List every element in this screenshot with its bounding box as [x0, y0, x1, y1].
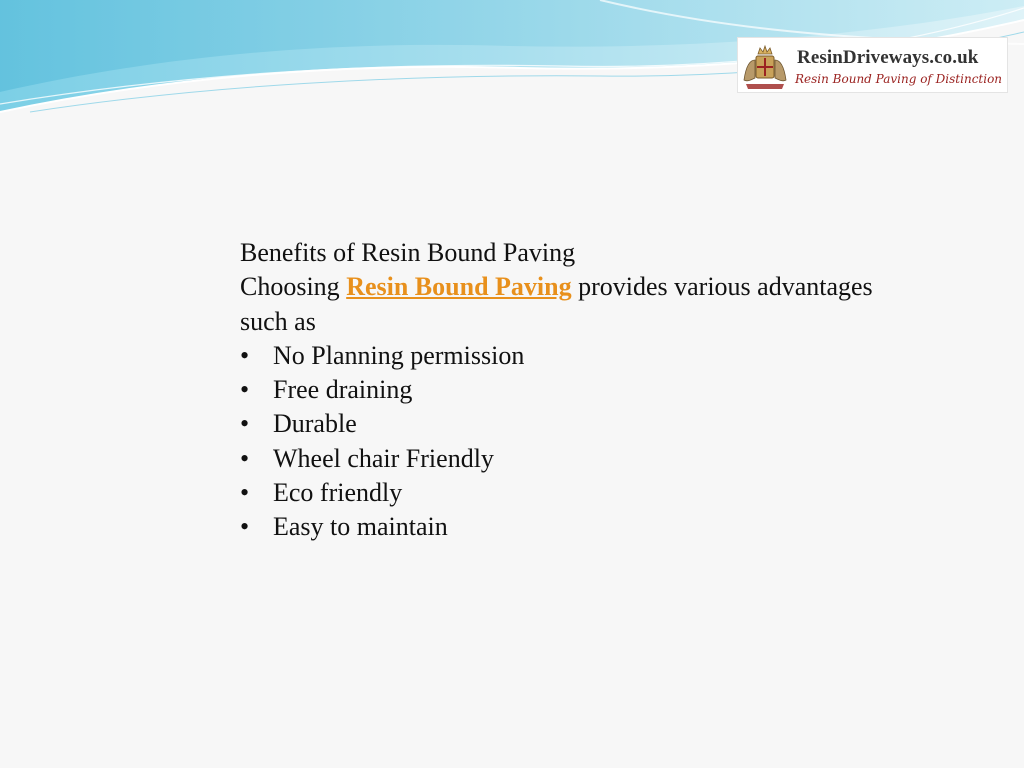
logo-tagline: Resin Bound Paving of Distinction [795, 72, 1003, 86]
list-item [240, 407, 880, 441]
slide-heading: Benefits of Resin Bound Paving [240, 238, 576, 267]
list-item-text: Eco friendly [273, 478, 403, 508]
list-item [240, 339, 880, 373]
list-item [240, 442, 880, 476]
bullet-icon: • [240, 478, 250, 508]
list-item [240, 373, 880, 407]
bullet-icon: • [240, 340, 250, 370]
resin-bound-paving-link[interactable]: Resin Bound Paving [346, 272, 572, 302]
slide-content [240, 236, 880, 545]
bullet-icon: • [240, 375, 250, 405]
intro-text-after: provides various advantages such as [240, 272, 873, 336]
bullet-icon: • [240, 409, 250, 439]
list-item-text: Easy to maintain [273, 512, 448, 542]
logo-name: ResinDriveways.co.uk [797, 47, 979, 68]
list-item-text: Durable [273, 409, 357, 439]
benefits-list [240, 339, 880, 545]
list-item [240, 510, 880, 544]
site-logo[interactable] [737, 37, 1008, 93]
list-item-text: No Planning permission [273, 340, 525, 370]
royal-crest-icon [740, 40, 790, 92]
bullet-icon: • [240, 512, 250, 542]
list-item [240, 476, 880, 510]
list-item-text: Free draining [273, 375, 413, 405]
bullet-icon: • [240, 443, 250, 473]
list-item-text: Wheel chair Friendly [273, 443, 494, 473]
intro-paragraph [240, 270, 880, 339]
intro-text-before: Choosing [240, 272, 347, 302]
